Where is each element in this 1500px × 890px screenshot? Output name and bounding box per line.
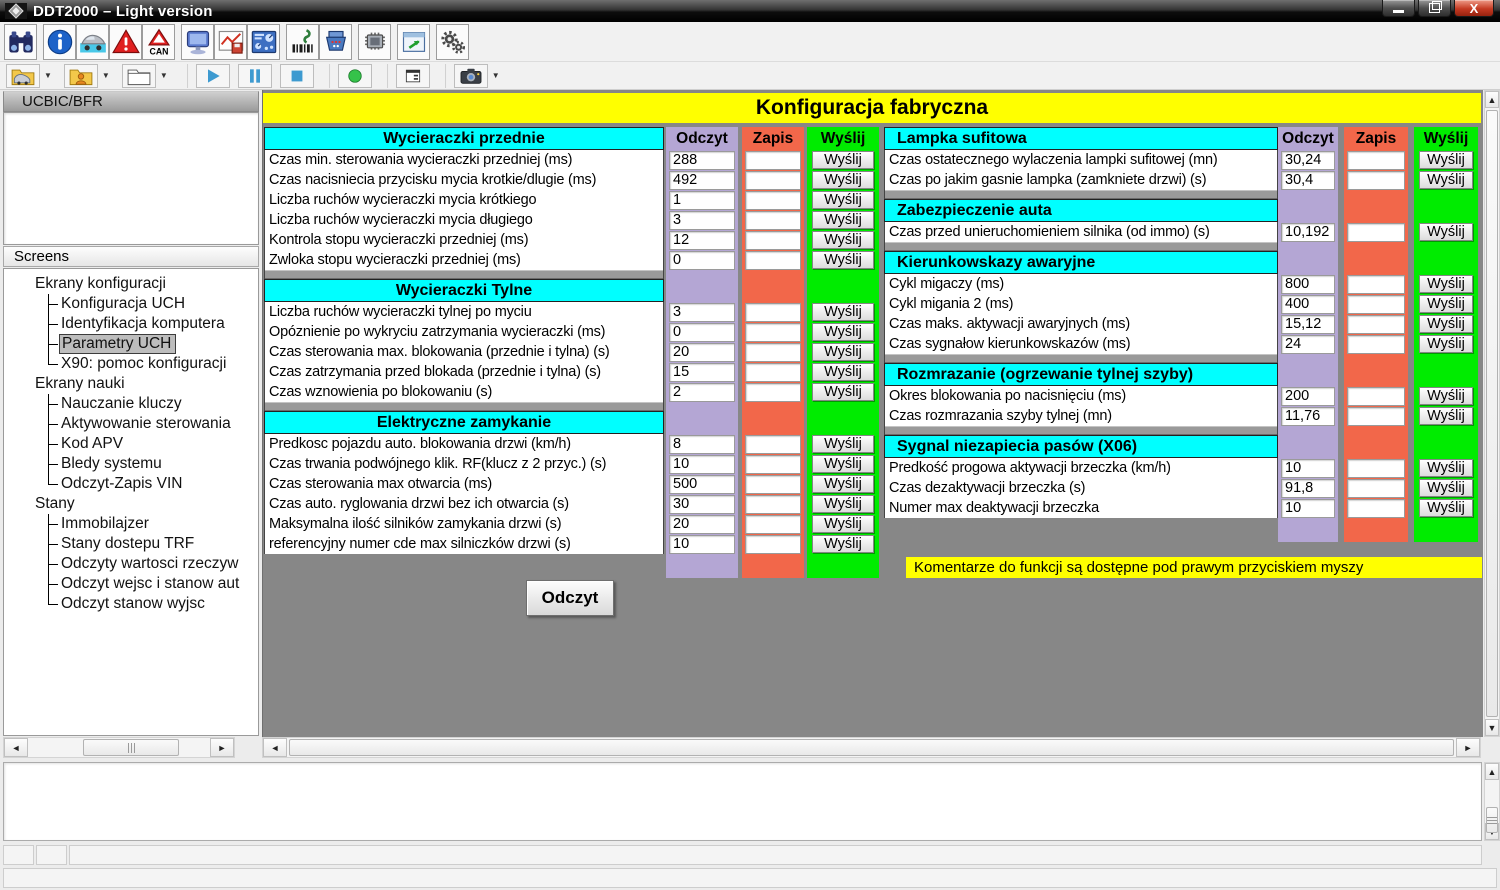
svg-text:CAN: CAN — [149, 45, 168, 56]
binoculars-icon — [7, 28, 35, 56]
close-button[interactable] — [1454, 0, 1494, 17]
window-export-button[interactable] — [397, 24, 430, 60]
tree-item[interactable] — [48, 434, 258, 454]
camera-button[interactable] — [454, 64, 488, 88]
send-button[interactable]: Wyślij — [1419, 407, 1473, 425]
send-button[interactable]: Wyślij — [812, 383, 874, 401]
folder-button[interactable] — [122, 64, 156, 88]
send-button[interactable]: Wyślij — [1419, 223, 1473, 241]
scroll-track[interactable] — [1485, 780, 1499, 823]
section-divider — [884, 242, 1278, 251]
parameter-row — [264, 170, 879, 190]
parameter-row — [884, 386, 1478, 406]
param-label: Okres blokowania po nacisnięciu (ms) — [884, 386, 1278, 406]
odczyt-field[interactable]: 12 — [669, 231, 735, 250]
vehicle-icon — [79, 28, 107, 56]
odczyt-field[interactable]: 30 — [669, 495, 735, 514]
zapis-input[interactable] — [745, 151, 801, 170]
odczyt-field[interactable]: 10 — [669, 535, 735, 554]
folder-dropdown[interactable]: ▼ — [159, 71, 168, 80]
parameter-row — [264, 322, 879, 342]
section-divider — [884, 426, 1278, 435]
param-label: Czas zatrzymania przed blokada (przednie i tylna) (s) — [264, 362, 664, 382]
odczyt-field[interactable]: 1 — [669, 191, 735, 210]
app-icon — [5, 3, 27, 19]
odczyt-field[interactable]: 2 — [669, 383, 735, 402]
zapis-input[interactable] — [745, 535, 801, 554]
param-label: Zwloka stopu wycieraczki przedniej (ms) — [264, 250, 664, 270]
param-label: Czas sterowania max otwarcia (ms) — [264, 474, 664, 494]
tree-item[interactable] — [48, 514, 258, 534]
scroll-track[interactable] — [287, 738, 1456, 757]
zapis-input[interactable] — [745, 171, 801, 190]
parameter-row — [884, 314, 1478, 334]
param-label: Cykl migania 2 (ms) — [884, 294, 1278, 314]
pause-button[interactable] — [238, 64, 272, 88]
tree-node[interactable]: Ekrany nauki — [35, 375, 125, 392]
zapis-input[interactable] — [1347, 151, 1405, 170]
param-label: Czas min. sterowania wycieraczki przedniej (ms) — [264, 150, 664, 170]
config-panel — [262, 90, 1483, 737]
wyslij-column-header: Wyślij — [1414, 127, 1478, 150]
tree-item[interactable] — [48, 294, 258, 314]
tree-item[interactable] — [48, 474, 258, 494]
odczyt-field[interactable]: 10 — [1281, 499, 1335, 518]
folder-vehicle-button[interactable] — [6, 64, 40, 88]
zapis-input[interactable] — [745, 211, 801, 230]
alert-button[interactable] — [109, 24, 142, 60]
odczyt-field[interactable]: 288 — [669, 151, 735, 170]
odczyt-column-header: Odczyt — [666, 127, 738, 150]
page-title: Konfiguracja fabryczna — [263, 93, 1481, 123]
parameter-row — [884, 274, 1478, 294]
scroll-track[interactable] — [28, 738, 210, 757]
param-label: Predkosc pojazdu auto. blokowania drzwi (km/h) — [264, 434, 664, 454]
scroll-up-icon[interactable]: ▲ — [1485, 91, 1499, 108]
scroll-left-icon[interactable]: ◄ — [263, 738, 287, 757]
send-button[interactable]: Wyślij — [812, 343, 874, 361]
screens-tree — [3, 268, 259, 736]
odczyt-field[interactable]: 15 — [669, 363, 735, 382]
zapis-input[interactable] — [745, 363, 801, 382]
layout-icon — [401, 66, 425, 86]
parameter-row — [884, 150, 1478, 170]
zapis-input[interactable] — [745, 383, 801, 402]
monitor-icon — [184, 28, 212, 56]
control-panel-button[interactable] — [247, 24, 280, 60]
param-label: Czas auto. ryglowania drzwi bez ich otwarcia (s) — [264, 494, 664, 514]
zapis-input[interactable] — [745, 455, 801, 474]
tree-item-label: Nauczanie kluczy — [61, 395, 182, 412]
main-toolbar — [0, 22, 1500, 62]
scroll-right-icon[interactable]: ► — [210, 738, 234, 757]
send-button[interactable]: Wyślij — [1419, 459, 1473, 477]
send-button[interactable]: Wyślij — [812, 231, 874, 249]
parameter-row — [264, 230, 879, 250]
tree-item-label: Identyfikacja komputera — [61, 315, 225, 332]
odczyt-field[interactable]: 200 — [1281, 387, 1335, 406]
tree-item-label: Odczyt-Zapis VIN — [61, 475, 183, 492]
parameter-row — [884, 498, 1478, 518]
odczyt-field[interactable]: 0 — [669, 251, 735, 270]
scroll-down-icon[interactable]: ▼ — [1485, 719, 1499, 736]
window-export-icon — [400, 28, 428, 56]
alert-icon — [112, 28, 140, 56]
section-divider — [264, 402, 664, 411]
parameter-row — [264, 382, 879, 402]
scroll-right-icon[interactable]: ► — [1456, 738, 1480, 757]
close-icon: X — [1469, 0, 1479, 16]
odczyt-field[interactable]: 0 — [669, 323, 735, 342]
tree-item[interactable] — [48, 554, 258, 574]
zapis-input[interactable] — [745, 343, 801, 362]
control-panel-icon — [250, 28, 278, 56]
odczyt-field[interactable]: 30,24 — [1281, 151, 1335, 170]
status-message-area — [69, 845, 1482, 865]
log-panel — [3, 762, 1482, 841]
param-label: Czas dezaktywacji brzeczka (s) — [884, 478, 1278, 498]
send-button[interactable]: Wyślij — [1419, 479, 1473, 497]
window-controls — [1382, 0, 1500, 22]
graph-save-button[interactable] — [214, 24, 247, 60]
wyslij-column-header: Wyślij — [807, 127, 879, 150]
parameter-row — [884, 222, 1478, 242]
odczyt-field[interactable]: 91,8 — [1281, 479, 1335, 498]
param-label: referencyjny numer cde max silniczków drzwi (s) — [264, 534, 664, 554]
section-header: Wycieraczki przednie — [264, 127, 664, 150]
tree-item-label: Bledy systemu — [61, 455, 162, 472]
layout-button[interactable] — [396, 64, 430, 88]
section-header: Zabezpieczenie auta — [884, 199, 1278, 222]
folder-user-button[interactable] — [64, 64, 98, 88]
tree-item[interactable] — [48, 394, 258, 414]
chip-button[interactable] — [358, 24, 391, 60]
param-label: Cykl migaczy (ms) — [884, 274, 1278, 294]
stop-icon — [285, 66, 309, 86]
parameter-row — [884, 294, 1478, 314]
tree-item-label: Kod APV — [61, 435, 124, 452]
parameter-row — [884, 170, 1478, 190]
record-icon — [343, 66, 367, 86]
param-label: Czas sygnałow kierunkowskazów (ms) — [884, 334, 1278, 354]
odczyt-field[interactable]: 8 — [669, 435, 735, 454]
param-label: Czas trwania podwójnego klik. RF(klucz z 2 przyc.) (s) — [264, 454, 664, 474]
parameter-row — [264, 534, 879, 554]
section-header: Sygnal niezapiecia pasów (X06) — [884, 435, 1278, 458]
zapis-input[interactable] — [1347, 315, 1405, 334]
parameter-row — [264, 514, 879, 534]
odczyt-field[interactable]: 400 — [1281, 295, 1335, 314]
send-button[interactable]: Wyślij — [812, 303, 874, 321]
odczyt-field[interactable]: 30,4 — [1281, 171, 1335, 190]
parameter-row — [264, 302, 879, 322]
tree-item-label: Odczyt stanow wyjsc — [61, 595, 205, 612]
sidebar-hscrollbar[interactable] — [3, 737, 235, 758]
comment-bar: Komentarze do funkcji są dostępne pod prawym przyciskiem myszy — [906, 557, 1482, 578]
can-alert-button[interactable] — [142, 24, 175, 60]
pause-icon — [243, 66, 267, 86]
send-button[interactable]: Wyślij — [812, 211, 874, 229]
tree-item-label: X90: pomoc konfiguracji — [61, 355, 227, 372]
sensor-button[interactable] — [286, 24, 319, 60]
status-bar — [3, 868, 1497, 888]
scroll-thumb[interactable] — [289, 739, 1454, 756]
parameter-row — [264, 210, 879, 230]
send-button[interactable]: Wyślij — [1419, 335, 1473, 353]
can-alert-icon — [145, 28, 173, 56]
scroll-track[interactable] — [1485, 108, 1499, 719]
zapis-input[interactable] — [745, 475, 801, 494]
device-header: UCBIC/BFR — [3, 91, 259, 112]
scroll-thumb[interactable] — [83, 739, 179, 756]
param-label: Czas sterowania max. blokowania (przednie i tylna) (s) — [264, 342, 664, 362]
parameter-row — [264, 342, 879, 362]
send-button[interactable]: Wyślij — [1419, 499, 1473, 517]
zapis-input[interactable] — [1347, 223, 1405, 242]
parameter-row — [884, 334, 1478, 354]
session-toolbar — [0, 62, 1500, 90]
camera-icon — [459, 66, 483, 86]
binoculars-button[interactable] — [4, 24, 37, 60]
send-button[interactable]: Wyślij — [812, 435, 874, 453]
zapis-input[interactable] — [745, 303, 801, 322]
zapis-input[interactable] — [745, 251, 801, 270]
zapis-input[interactable] — [1347, 171, 1405, 190]
send-button[interactable]: Wyślij — [812, 363, 874, 381]
play-icon — [201, 66, 225, 86]
screens-header: Screens — [3, 246, 259, 267]
read-button[interactable]: Odczyt — [526, 580, 614, 616]
zapis-input[interactable] — [745, 495, 801, 514]
zapis-input[interactable] — [1347, 499, 1405, 518]
parameter-row — [264, 362, 879, 382]
send-button[interactable]: Wyślij — [812, 251, 874, 269]
parameter-row — [264, 250, 879, 270]
minimize-icon — [1393, 10, 1404, 13]
connector-button[interactable] — [319, 24, 352, 60]
parameter-row — [884, 478, 1478, 498]
parameter-row — [264, 474, 879, 494]
zapis-input[interactable] — [745, 231, 801, 250]
zapis-input[interactable] — [745, 515, 801, 534]
param-label: Czas po jakim gasnie lampka (zamkniete drzwi) (s) — [884, 170, 1278, 190]
tree-item-label: Stany dostepu TRF — [61, 535, 195, 552]
send-button[interactable]: Wyślij — [812, 535, 874, 553]
tree-item[interactable] — [48, 314, 258, 334]
param-label: Opóznienie po wykryciu zatrzymania wycieraczki (ms) — [264, 322, 664, 342]
parameter-row — [884, 406, 1478, 426]
title-bar — [0, 0, 1500, 22]
section-divider — [884, 190, 1278, 199]
section-divider — [884, 354, 1278, 363]
odczyt-field[interactable]: 24 — [1281, 335, 1335, 354]
folder-user-icon — [69, 66, 93, 86]
send-button[interactable]: Wyślij — [812, 323, 874, 341]
param-label: Liczba ruchów wycieraczki tylnej po myciu — [264, 302, 664, 322]
param-label: Predkość progowa aktywacji brzeczka (km/h) — [884, 458, 1278, 478]
camera-dropdown[interactable]: ▼ — [491, 71, 500, 80]
monitor-button[interactable] — [181, 24, 214, 60]
odczyt-field[interactable]: 492 — [669, 171, 735, 190]
graph-save-icon — [217, 28, 245, 56]
tree-item-label: Parametry UCH — [59, 334, 176, 354]
send-button[interactable]: Wyślij — [812, 151, 874, 169]
main-vscrollbar[interactable] — [1484, 90, 1500, 737]
folder-icon — [127, 66, 151, 86]
folder-user-dropdown[interactable]: ▼ — [101, 71, 110, 80]
parameter-row — [264, 454, 879, 474]
send-button[interactable]: Wyślij — [812, 515, 874, 533]
tree-node[interactable]: Ekrany konfiguracji — [35, 275, 166, 292]
stop-button[interactable] — [280, 64, 314, 88]
param-label: Kontrola stopu wycieraczki przedniej (ms) — [264, 230, 664, 250]
scroll-thumb[interactable] — [1486, 807, 1498, 833]
odczyt-field[interactable]: 20 — [669, 515, 735, 534]
play-button[interactable] — [196, 64, 230, 88]
parameter-group-right — [884, 127, 1478, 542]
tree-item[interactable] — [48, 354, 258, 374]
param-label: Czas wznowienia po blokowaniu (s) — [264, 382, 664, 402]
tree-item-label: Odczyty wartosci rzeczyw — [61, 555, 239, 572]
section-header: Lampka sufitowa — [884, 127, 1278, 150]
send-button[interactable]: Wyślij — [1419, 275, 1473, 293]
window-title: DDT2000 – Light version — [33, 2, 213, 20]
zapis-input[interactable] — [1347, 335, 1405, 354]
gears-button[interactable] — [436, 24, 469, 60]
tree-item-label: Immobilajzer — [61, 515, 149, 532]
zapis-input[interactable] — [745, 435, 801, 454]
vehicle-button[interactable] — [76, 24, 109, 60]
sidebar — [3, 90, 259, 758]
scroll-up-icon[interactable]: ▲ — [1485, 763, 1499, 780]
zapis-input[interactable] — [745, 191, 801, 210]
tree-item[interactable] — [48, 594, 258, 614]
odczyt-field[interactable]: 3 — [669, 211, 735, 230]
info-button[interactable] — [43, 24, 76, 60]
param-label: Czas nacisniecia przycisku mycia krotkie/dlugie (ms) — [264, 170, 664, 190]
section-header: Rozmrazanie (ogrzewanie tylnej szyby) — [884, 363, 1278, 386]
odczyt-field[interactable]: 3 — [669, 303, 735, 322]
gears-icon — [439, 28, 467, 56]
tree-item[interactable] — [48, 454, 258, 474]
param-label: Czas rozmrazania szyby tylnej (mn) — [884, 406, 1278, 426]
log-vscrollbar[interactable] — [1484, 762, 1500, 841]
section-header: Wycieraczki Tylne — [264, 279, 664, 302]
parameter-group-left — [264, 127, 879, 578]
parameter-row — [264, 494, 879, 514]
send-button[interactable]: Wyślij — [1419, 151, 1473, 169]
chip-icon — [361, 28, 389, 56]
odczyt-field[interactable]: 10,192 — [1281, 223, 1335, 242]
send-button[interactable]: Wyślij — [812, 191, 874, 209]
record-button[interactable] — [338, 64, 372, 88]
tree-item-label: Aktywowanie sterowania — [61, 415, 231, 432]
tree-item-label: Konfiguracja UCH — [61, 295, 186, 312]
zapis-input[interactable] — [1347, 295, 1405, 314]
send-button[interactable]: Wyślij — [1419, 171, 1473, 189]
folder-vehicle-icon — [11, 66, 35, 86]
param-label: Czas ostatecznego wylaczenia lampki sufitowej (mn) — [884, 150, 1278, 170]
connector-icon — [322, 28, 350, 56]
tree-node[interactable]: Stany — [35, 495, 75, 512]
tree-item-label: Odczyt wejsc i stanow aut — [61, 575, 240, 592]
folder-vehicle-dropdown[interactable]: ▼ — [44, 71, 52, 80]
odczyt-field[interactable]: 20 — [669, 343, 735, 362]
odczyt-field[interactable]: 800 — [1281, 275, 1335, 294]
tree-item[interactable] — [48, 334, 258, 354]
zapis-input[interactable] — [1347, 387, 1405, 406]
sensor-icon — [289, 28, 317, 56]
section-header: Elektryczne zamykanie — [264, 411, 664, 434]
parameter-row — [264, 190, 879, 210]
param-label: Czas maks. aktywacji awaryjnych (ms) — [884, 314, 1278, 334]
param-label: Liczba ruchów wycieraczki mycia krótkiego — [264, 190, 664, 210]
odczyt-field[interactable]: 500 — [669, 475, 735, 494]
send-button[interactable]: Wyślij — [812, 171, 874, 189]
tree-item[interactable] — [48, 534, 258, 554]
param-label: Czas przed unieruchomieniem silnika (od immo) (s) — [884, 222, 1278, 242]
section-divider — [264, 270, 664, 279]
odczyt-field[interactable]: 11,76 — [1281, 407, 1335, 426]
zapis-input[interactable] — [1347, 459, 1405, 478]
parameter-row — [264, 434, 879, 454]
status-cell — [36, 845, 67, 865]
send-button[interactable]: Wyślij — [1419, 387, 1473, 405]
param-label: Liczba ruchów wycieraczki mycia długiego — [264, 210, 664, 230]
maximize-button[interactable] — [1418, 0, 1451, 17]
zapis-input[interactable] — [1347, 407, 1405, 426]
status-cell — [3, 845, 34, 865]
param-label: Maksymalna ilość silników zamykania drzwi (s) — [264, 514, 664, 534]
tree-item[interactable] — [48, 574, 258, 594]
info-icon — [46, 28, 74, 56]
send-button[interactable]: Wyślij — [1419, 295, 1473, 313]
send-button[interactable]: Wyślij — [812, 455, 874, 473]
device-list[interactable] — [3, 112, 259, 245]
zapis-input[interactable] — [745, 323, 801, 342]
scroll-left-icon[interactable]: ◄ — [4, 738, 28, 757]
zapis-input[interactable] — [1347, 479, 1405, 498]
scroll-thumb[interactable] — [1486, 110, 1498, 717]
send-button[interactable]: Wyślij — [812, 495, 874, 513]
tree-item[interactable] — [48, 414, 258, 434]
odczyt-field[interactable]: 10 — [669, 455, 735, 474]
section-header: Kierunkowskazy awaryjne — [884, 251, 1278, 274]
odczyt-field[interactable]: 10 — [1281, 459, 1335, 478]
main-hscrollbar[interactable] — [262, 737, 1481, 758]
zapis-column-header: Zapis — [1344, 127, 1408, 150]
maximize-icon — [1429, 3, 1440, 13]
odczyt-field[interactable]: 15,12 — [1281, 315, 1335, 334]
minimize-button[interactable] — [1382, 0, 1415, 17]
parameter-row — [264, 150, 879, 170]
send-button[interactable]: Wyślij — [1419, 315, 1473, 333]
send-button[interactable]: Wyślij — [812, 475, 874, 493]
param-label: Numer max deaktywacji brzeczka — [884, 498, 1278, 518]
zapis-column-header: Zapis — [742, 127, 804, 150]
parameter-row — [884, 458, 1478, 478]
zapis-input[interactable] — [1347, 275, 1405, 294]
odczyt-column-header: Odczyt — [1278, 127, 1338, 150]
